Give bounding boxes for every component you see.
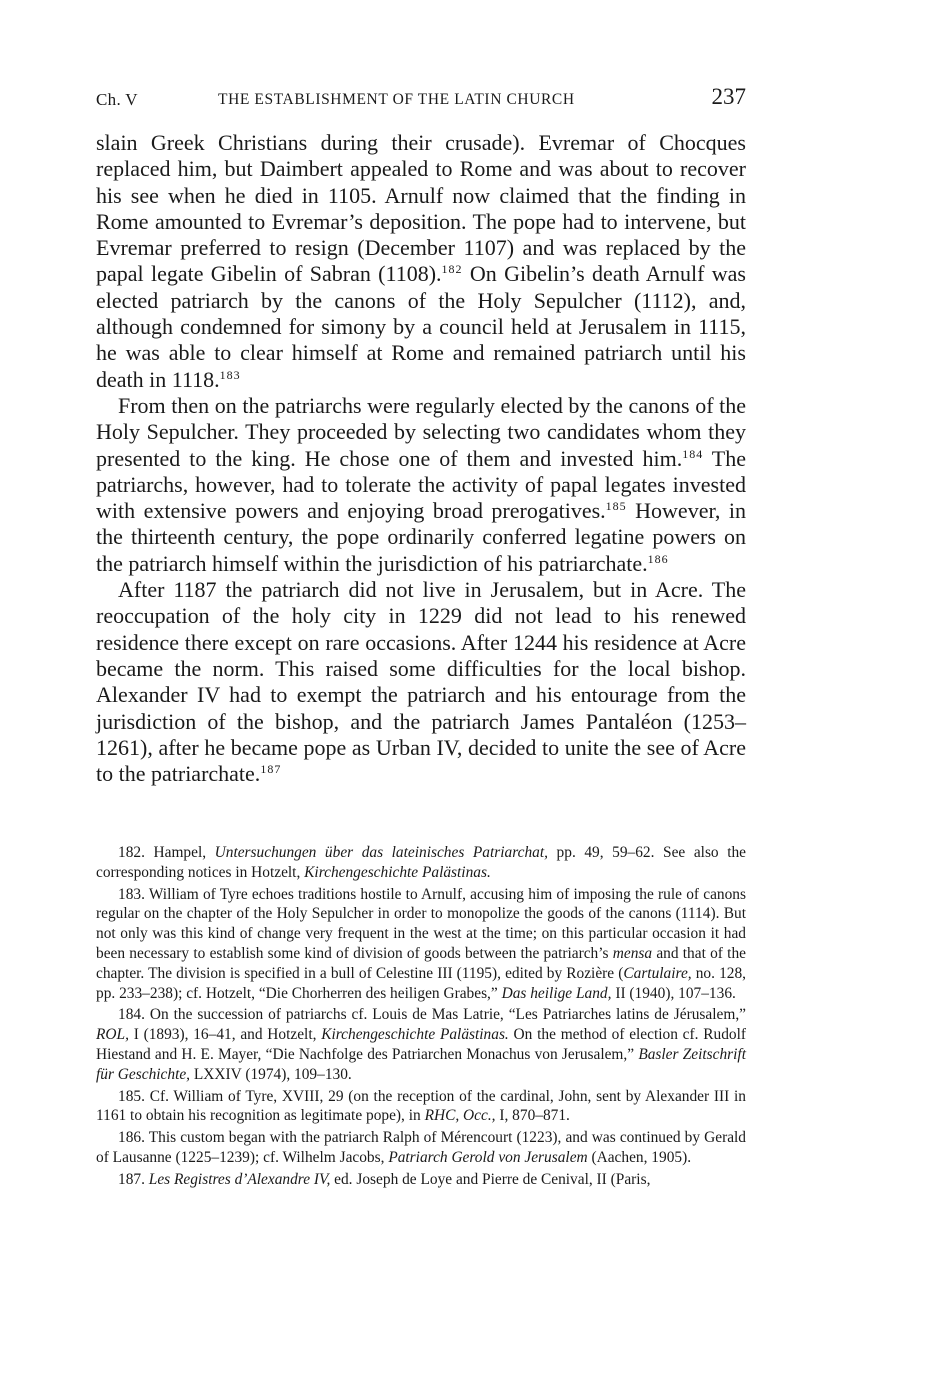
footnote-183: [96, 885, 746, 1004]
footnote-text: II (1940), 107–136.: [611, 984, 736, 1002]
page-number: 237: [711, 84, 746, 109]
paragraph-text: After 1187 the patriarch did not live in Jerusalem, but in Acre. The reoccupation of the holy city in 1229 did not lead to his renewed residence there except on rare occasions. After 1244 his residence at Acre became the norm. This raised some difficulties for the local bishop. Alexander IV had to exempt the patriarch and his entourage from the jurisdiction of the bishop, and the patriarch James Pantaléon (1253–1261), after he became pope as Urban IV, decided to unite the see of Acre to the patriarchate.: [96, 577, 746, 787]
footnote-text: and that of the chapter. The division is specified in a bull of Celestine III (1195), edited by Rozière (: [96, 944, 746, 982]
footnote-text: (Aachen, 1905).: [587, 1148, 692, 1166]
footnote-title: Das heilige Land,: [501, 984, 612, 1002]
running-header: [96, 84, 746, 118]
footnote-text: ed. Joseph de Loye and Pierre de Cenival, II (Paris,: [330, 1170, 651, 1188]
footnote-text: no. 128, pp. 233–238); cf. Hotzelt, “Die Chorherren des heiligen Grabes,”: [96, 964, 746, 1002]
footnote-184: [96, 1005, 746, 1084]
footnote-title: Kirchengeschichte Palästinas.: [321, 1026, 509, 1044]
footnote-ref: 185: [605, 499, 627, 514]
footnote-text: LXXIV (1974), 109–130.: [190, 1065, 352, 1083]
footnote-ref: 186: [647, 551, 669, 566]
paragraph-text: The patriarchs, however, had to tolerate the activity of papal legates invested with extensive powers and enjoying broad prerogatives.: [96, 445, 746, 524]
footnotes: [96, 843, 746, 1192]
paragraph-text: slain Greek Christians during their crusade). Evremar of Chocques replaced him, but Daimbert appealed to Rome and was about to recover his see when he died in 1105. Arnulf now claimed that the finding in Rome amounted to Evremar’s deposition. The pope had to intervene, but Evremar preferred to resign (December 1107) and was replaced by the papal legate Gibelin of Sabran (1108).: [96, 130, 746, 287]
footnote-text: 183. William of Tyre echoes traditions hostile to Arnulf, accusing him of imposing the rule of canons regular on the chapter of the Holy Sepulcher in order to monopolize the goods of the canons (1114). But not only was this kind of change very frequent in the west at the time; on this particular occasion it had been necessary to establish some kind of division of goods between the patriarch’s: [96, 885, 746, 962]
footnote-term: mensa: [612, 944, 653, 962]
paragraph-2: [96, 393, 746, 577]
footnote-ref: 183: [219, 367, 241, 382]
running-title: THE ESTABLISHMENT OF THE LATIN CHURCH: [218, 91, 575, 108]
footnote-text: On the method of election cf. Rudolf Hiestand and H. E. Mayer, “Die Nachfolge des Patriarchen Monachus von Jerusalem,”: [96, 1026, 746, 1063]
chapter-label: Ch. V: [96, 90, 138, 109]
footnote-185: [96, 1087, 746, 1127]
footnote-text: 184. On the succession of patriarchs cf. Louis de Mas Latrie, “Les Patriarches latins de Jérusalem,”: [118, 1006, 746, 1024]
footnote-186: [96, 1128, 746, 1168]
footnote-ref: 182: [441, 262, 463, 277]
footnote-title: Cartulaire,: [623, 964, 692, 982]
paragraph-text: From then on the patriarchs were regularly elected by the canons of the Holy Sepulcher. They proceeded by selecting two candidates whom they presented to the king. He chose one of them and invested him.: [96, 392, 746, 471]
footnote-text: pp. 49, 59–62. See also the corresponding notices in Hotzelt,: [96, 844, 746, 881]
paragraph-1: [96, 130, 746, 393]
footnote-ref: 187: [260, 762, 282, 777]
footnote-text: 182. Hampel,: [118, 844, 215, 861]
footnote-title: RHC, Occ.,: [424, 1107, 496, 1125]
footnote-title: Basler Zeitschrift für Geschichte,: [96, 1045, 746, 1083]
main-text: [96, 130, 746, 787]
footnote-title: Patriarch Gerold von Jerusalem: [388, 1148, 588, 1166]
footnote-title: Kirchengeschichte Palästinas.: [304, 863, 491, 881]
footnote-title: Les Registres d’Alexandre IV,: [148, 1170, 331, 1188]
footnote-text: 185. Cf. William of Tyre, XVIII, 29 (on the reception of the cardinal, John, sent by Alexander III in 1161 to obtain his recognition as legitimate pope), in: [96, 1087, 746, 1125]
footnote-text: 187.: [118, 1170, 149, 1188]
footnote-187: [96, 1170, 746, 1190]
paragraph-text: On Gibelin’s death Arnulf was elected patriarch by the canons of the Holy Sepulcher (1112), and, although condemned for simony by a council held at Jerusalem in 1115, he was able to clear himself at Rome and remained patriarch until his death in 1118.: [96, 261, 746, 392]
footnote-text: I (1893), 16–41, and Hotzelt,: [128, 1026, 322, 1044]
footnote-ref: 184: [682, 446, 704, 461]
footnote-title: ROL,: [96, 1026, 129, 1044]
footnote-182: [96, 843, 746, 883]
footnote-title: Untersuchungen über das lateinisches Patriarchat,: [214, 844, 548, 861]
footnote-text: 186. This custom began with the patriarch Ralph of Mérencourt (1223), and was continued by Gerald of Lausanne (1225–1239); cf. Wilhelm Jacobs,: [96, 1129, 746, 1166]
paragraph-text: However, in the thirteenth century, the pope ordinarily conferred legatine powers on the patriarch himself within the jurisdiction of his patriarchate.: [96, 498, 746, 576]
footnote-text: I, 870–871.: [495, 1107, 570, 1125]
paragraph-3: [96, 577, 746, 787]
